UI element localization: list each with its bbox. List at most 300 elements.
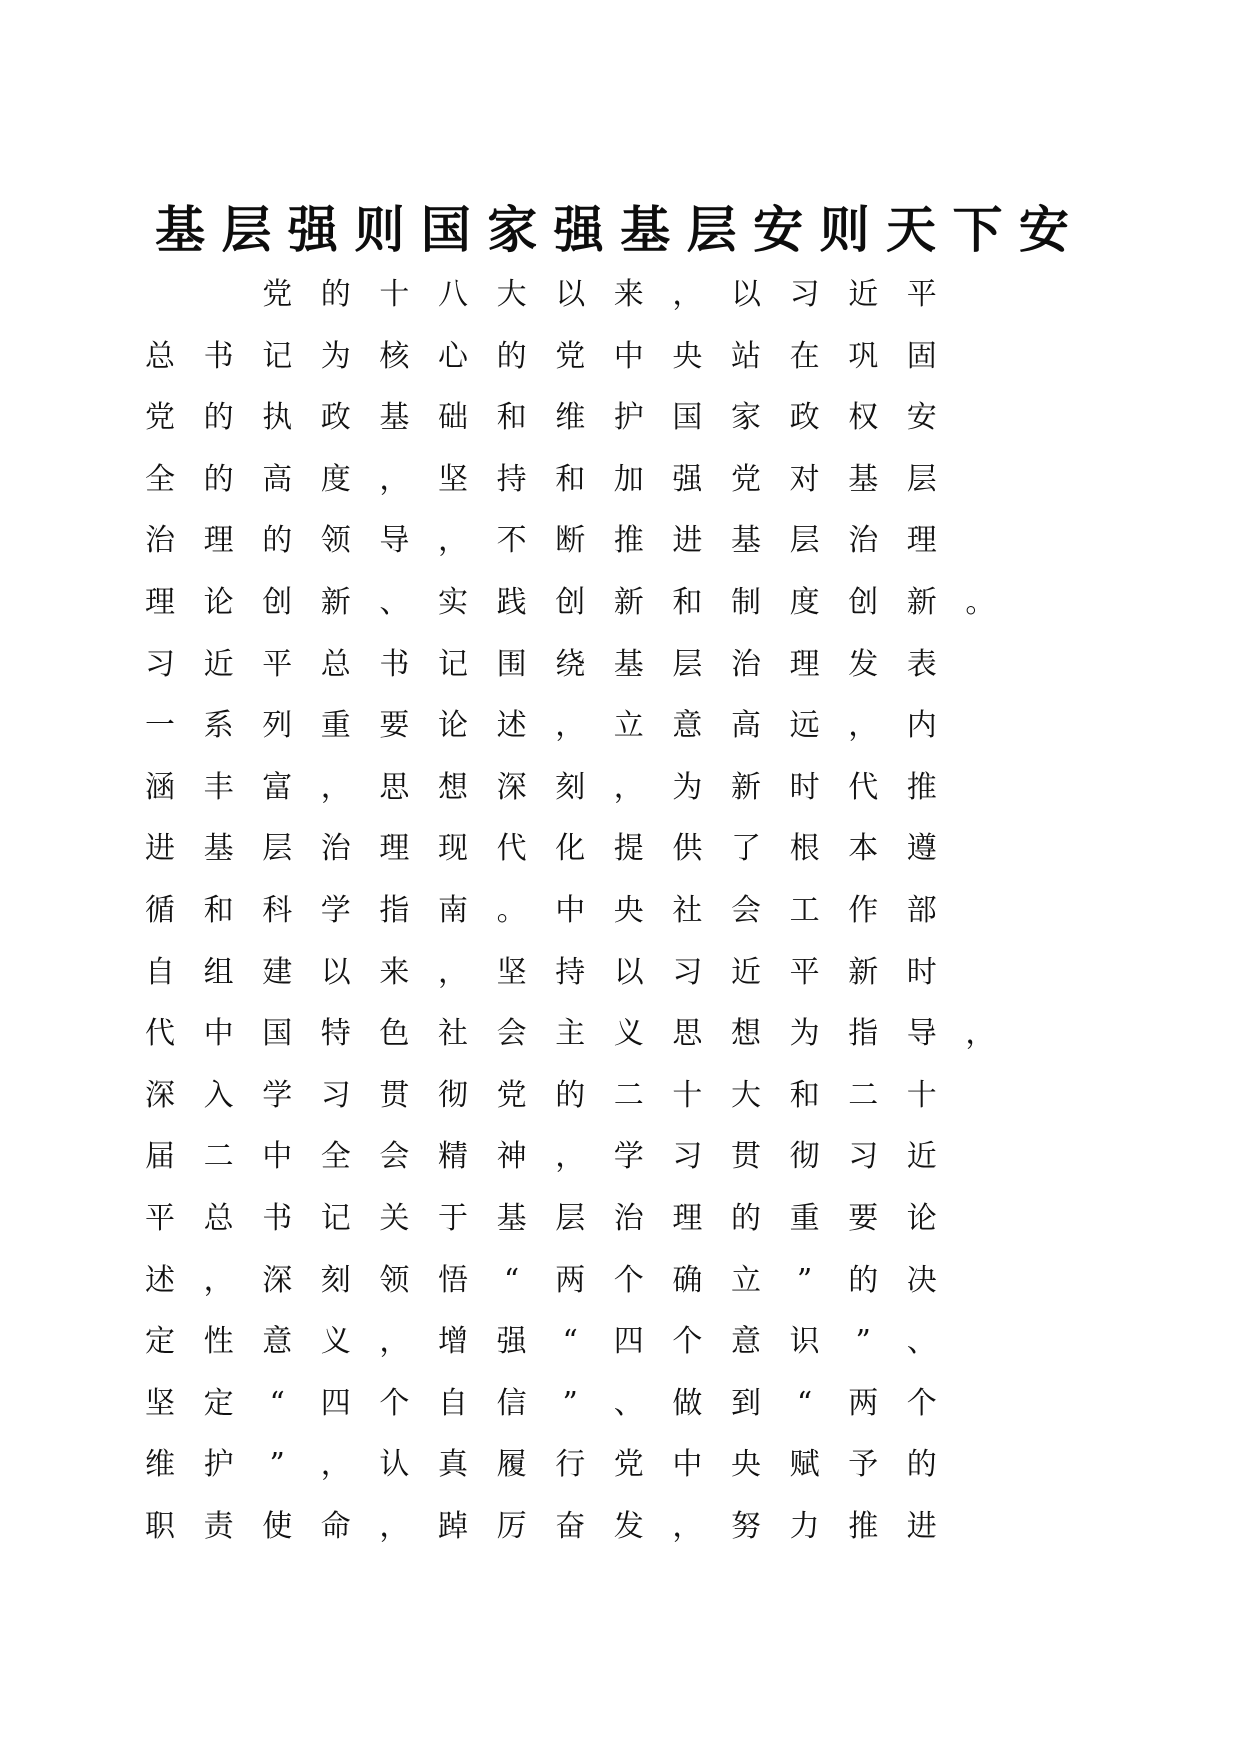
text-char: 履: [496, 1447, 527, 1483]
text-char: 的: [203, 461, 234, 497]
text-char: 强: [496, 1324, 527, 1360]
title-char: 则: [354, 200, 405, 259]
text-char: 命: [320, 1508, 351, 1544]
text-char: 层: [262, 831, 293, 867]
text-char: 推: [848, 1508, 879, 1544]
text-char: 进: [672, 523, 703, 559]
text-char: ，: [320, 1447, 351, 1483]
text-char: 自: [145, 954, 175, 990]
text-char: 护: [613, 400, 644, 436]
text-char: 习: [789, 277, 820, 312]
text-char: 近: [203, 646, 234, 682]
text-char: 个: [672, 1324, 703, 1360]
text-char: 定: [203, 1385, 234, 1421]
text-char: 、: [906, 1324, 937, 1360]
text-char: 定: [145, 1324, 175, 1360]
text-char: 彻: [789, 1139, 820, 1175]
text-char: 党: [262, 277, 293, 312]
text-char: 会: [731, 892, 761, 928]
text-char: 意: [731, 1324, 761, 1360]
text-char: 新: [613, 584, 644, 620]
text-char: 心: [438, 338, 468, 374]
text-char: 十: [906, 1077, 937, 1113]
text-char: 全: [320, 1139, 351, 1175]
text-char: ，: [965, 1016, 996, 1052]
text-char: 强: [672, 461, 703, 497]
text-char: 信: [496, 1385, 527, 1421]
text-char: “: [269, 1385, 285, 1421]
text-char: 会: [496, 1016, 527, 1052]
text-char: 以: [731, 277, 761, 312]
text-char: 会: [379, 1139, 410, 1175]
title-char: 强: [553, 200, 604, 259]
text-char: 绕: [555, 646, 586, 682]
text-char: 中: [672, 1447, 703, 1483]
title-char: 则: [819, 200, 870, 259]
text-char: 论: [438, 708, 468, 744]
text-char: 基: [613, 646, 644, 682]
text-char: 治: [613, 1200, 644, 1236]
text-char: 论: [203, 584, 234, 620]
text-char: 深: [145, 1077, 175, 1113]
text-char: 刻: [320, 1262, 351, 1298]
title-char: 安: [1018, 200, 1069, 259]
text-line: [145, 819, 1110, 881]
text-char: 提: [613, 831, 644, 867]
document-title: [152, 200, 1072, 260]
text-char: 意: [262, 1324, 293, 1360]
text-char: 度: [789, 584, 820, 620]
text-char: 指: [379, 892, 410, 928]
document-body: [145, 265, 1110, 1558]
text-char: 的: [555, 1077, 586, 1113]
text-char: 以: [555, 277, 586, 312]
text-char: 坚: [145, 1385, 175, 1421]
text-char: 赋: [789, 1447, 820, 1483]
text-char: 、: [613, 1385, 644, 1421]
text-char: 书: [262, 1200, 293, 1236]
text-char: 推: [613, 523, 644, 559]
text-line: [145, 1066, 1110, 1128]
text-char: 组: [203, 954, 234, 990]
title-char: 国: [420, 200, 471, 259]
text-char: 。: [496, 892, 527, 928]
text-line: [145, 1435, 1110, 1497]
text-char: 全: [145, 461, 175, 497]
text-char: 进: [145, 831, 175, 867]
title-char: 基: [620, 200, 671, 259]
text-char: ，: [672, 277, 703, 312]
text-char: ，: [613, 769, 644, 805]
text-char: 义: [320, 1324, 351, 1360]
text-char: ，: [672, 1508, 703, 1544]
text-char: 论: [906, 1200, 937, 1236]
text-char: 做: [672, 1385, 703, 1421]
text-char: 学: [262, 1077, 293, 1113]
text-char: 总: [320, 646, 351, 682]
text-char: 作: [848, 892, 879, 928]
text-char: 对: [789, 461, 820, 497]
text-char: 和: [555, 461, 586, 497]
text-char: 刻: [555, 769, 586, 805]
text-char: 来: [379, 954, 410, 990]
text-char: 平: [262, 646, 293, 682]
text-char: 四: [320, 1385, 351, 1421]
text-char: 国: [262, 1016, 293, 1052]
text-char: 领: [320, 523, 351, 559]
text-char: 为: [789, 1016, 820, 1052]
text-char: 个: [906, 1385, 937, 1421]
text-char: 维: [145, 1447, 175, 1483]
text-char: 思: [672, 1016, 703, 1052]
text-line: [145, 573, 1110, 635]
text-char: 贯: [379, 1077, 410, 1113]
text-char: 治: [320, 831, 351, 867]
text-char: 平: [789, 954, 820, 990]
text-char: 中: [555, 892, 586, 928]
title-char: 层: [686, 200, 737, 259]
text-char: ”: [562, 1385, 578, 1421]
text-char: 治: [731, 646, 761, 682]
text-char: 想: [731, 1016, 761, 1052]
text-char: 记: [262, 338, 293, 374]
text-char: ，: [379, 1324, 410, 1360]
text-char: 行: [555, 1447, 586, 1483]
text-char: 了: [731, 831, 761, 867]
text-char: 重: [789, 1200, 820, 1236]
text-char: 。: [965, 584, 996, 620]
title-char: 天: [885, 200, 936, 259]
text-char: 央: [672, 338, 703, 374]
text-char: 两: [848, 1385, 879, 1421]
text-char: 两: [555, 1262, 586, 1298]
text-char: 和: [496, 400, 527, 436]
text-char: 为: [672, 769, 703, 805]
text-char: 部: [906, 892, 937, 928]
text-char: 书: [379, 646, 410, 682]
text-char: 、: [379, 584, 410, 620]
text-char: 代: [848, 769, 879, 805]
text-char: 大: [731, 1077, 761, 1113]
text-line: [145, 511, 1110, 573]
text-char: 精: [438, 1139, 468, 1175]
text-char: 平: [906, 277, 937, 312]
text-char: 新: [320, 584, 351, 620]
text-char: 创: [262, 584, 293, 620]
text-char: 大: [496, 277, 527, 312]
text-char: 的: [496, 338, 527, 374]
text-char: 平: [145, 1200, 175, 1236]
text-char: 央: [731, 1447, 761, 1483]
text-line: [145, 450, 1110, 512]
text-char: 二: [613, 1077, 644, 1113]
text-char: 深: [262, 1262, 293, 1298]
text-char: 断: [555, 523, 586, 559]
text-char: 中: [203, 1016, 234, 1052]
text-line: [145, 1312, 1110, 1374]
text-char: 近: [848, 277, 879, 312]
text-char: 高: [262, 461, 293, 497]
text-char: 近: [731, 954, 761, 990]
text-char: 奋: [555, 1508, 586, 1544]
text-char: 述: [145, 1262, 175, 1298]
text-char: 时: [906, 954, 937, 990]
text-char: 党: [496, 1077, 527, 1113]
text-char: 予: [848, 1447, 879, 1483]
text-char: 巩: [848, 338, 879, 374]
text-char: 主: [555, 1016, 586, 1052]
title-char: 基: [155, 200, 205, 259]
text-line: [145, 327, 1110, 389]
text-char: 义: [613, 1016, 644, 1052]
text-char: 立: [613, 708, 644, 744]
text-char: 在: [789, 338, 820, 374]
text-char: 领: [379, 1262, 410, 1298]
text-char: 远: [789, 708, 820, 744]
text-char: 南: [438, 892, 468, 928]
text-char: ，: [848, 708, 879, 744]
text-char: 和: [203, 892, 234, 928]
text-char: 真: [438, 1447, 468, 1483]
text-char: 发: [613, 1508, 644, 1544]
text-char: ，: [438, 954, 468, 990]
text-char: 确: [672, 1262, 703, 1298]
text-char: 新: [906, 584, 937, 620]
text-char: 理: [145, 584, 175, 620]
text-char: 理: [906, 523, 937, 559]
text-char: 核: [379, 338, 410, 374]
title-char: 安: [753, 200, 804, 259]
text-char: 党: [731, 461, 761, 497]
title-char: 层: [221, 200, 272, 259]
text-char: ，: [203, 1262, 234, 1298]
text-char: 理: [672, 1200, 703, 1236]
text-char: 央: [613, 892, 644, 928]
text-char: 于: [438, 1200, 468, 1236]
text-char: 习: [672, 1139, 703, 1175]
text-char: 供: [672, 831, 703, 867]
text-line: [145, 1251, 1110, 1313]
text-char: 层: [555, 1200, 586, 1236]
title-char: 下: [952, 200, 1003, 259]
text-char: 十: [672, 1077, 703, 1113]
text-char: 推: [906, 769, 937, 805]
text-char: 贯: [731, 1139, 761, 1175]
text-line: [145, 388, 1110, 450]
text-char: 代: [496, 831, 527, 867]
text-char: 二: [848, 1077, 879, 1113]
text-char: 治: [145, 523, 175, 559]
title-char: 强: [287, 200, 338, 259]
text-char: 决: [906, 1262, 937, 1298]
text-char: 权: [848, 400, 879, 436]
text-char: 遵: [906, 831, 937, 867]
text-char: “: [562, 1324, 578, 1360]
text-char: 增: [438, 1324, 468, 1360]
text-char: 治: [848, 523, 879, 559]
text-char: 建: [262, 954, 293, 990]
text-char: 学: [613, 1139, 644, 1175]
text-char: 神: [496, 1139, 527, 1175]
text-char: 坚: [438, 461, 468, 497]
text-char: 中: [613, 338, 644, 374]
text-char: ，: [555, 708, 586, 744]
text-char: 和: [789, 1077, 820, 1113]
text-char: 认: [379, 1447, 410, 1483]
text-char: 和: [672, 584, 703, 620]
text-char: 科: [262, 892, 293, 928]
text-char: 发: [848, 646, 879, 682]
text-char: 个: [613, 1262, 644, 1298]
text-char: ，: [379, 1508, 410, 1544]
text-line: [145, 1189, 1110, 1251]
text-char: 力: [789, 1508, 820, 1544]
text-char: “: [796, 1385, 813, 1421]
text-char: 创: [555, 584, 586, 620]
text-char: 的: [848, 1262, 879, 1298]
text-char: 职: [145, 1508, 175, 1544]
text-char: 制: [731, 584, 761, 620]
text-char: 富: [262, 769, 293, 805]
text-char: 循: [145, 892, 175, 928]
text-char: 一: [145, 708, 175, 744]
text-char: 近: [906, 1139, 937, 1175]
text-line: [145, 696, 1110, 758]
text-char: 政: [320, 400, 351, 436]
text-char: 基: [731, 523, 761, 559]
text-char: 二: [203, 1139, 234, 1175]
text-char: 性: [203, 1324, 234, 1360]
text-char: 习: [848, 1139, 879, 1175]
text-char: 国: [672, 400, 703, 436]
text-char: ，: [320, 769, 351, 805]
text-char: 进: [906, 1508, 937, 1544]
text-char: 护: [203, 1447, 234, 1483]
text-char: 固: [906, 338, 937, 374]
text-char: 家: [731, 400, 761, 436]
text-char: 使: [262, 1508, 293, 1544]
text-char: 基: [203, 831, 234, 867]
text-char: 执: [262, 400, 293, 436]
text-char: 化: [555, 831, 586, 867]
text-char: 记: [438, 646, 468, 682]
text-char: 层: [672, 646, 703, 682]
text-char: 彻: [438, 1077, 468, 1113]
text-char: 内: [906, 708, 937, 744]
text-char: 届: [145, 1139, 175, 1175]
text-char: ，: [379, 461, 410, 497]
text-char: 书: [203, 338, 234, 374]
text-char: 思: [379, 769, 410, 805]
text-char: 列: [262, 708, 293, 744]
text-char: 基: [496, 1200, 527, 1236]
text-char: 坚: [496, 954, 527, 990]
text-line: [145, 1004, 1110, 1066]
text-char: 导: [379, 523, 410, 559]
text-char: 根: [789, 831, 820, 867]
text-char: 涵: [145, 769, 175, 805]
text-char: 立: [731, 1262, 761, 1298]
text-char: 入: [203, 1077, 234, 1113]
text-line: [145, 1374, 1110, 1436]
text-char: 不: [496, 523, 527, 559]
text-char: ，: [555, 1139, 586, 1175]
text-char: 丰: [203, 769, 234, 805]
text-char: 时: [789, 769, 820, 805]
text-char: 的: [203, 400, 234, 436]
text-char: 持: [496, 461, 527, 497]
text-char: 础: [438, 400, 468, 436]
text-line: [145, 1497, 1110, 1559]
text-char: 表: [906, 646, 937, 682]
text-char: ，: [438, 523, 468, 559]
text-char: 理: [379, 831, 410, 867]
text-char: 党: [613, 1447, 644, 1483]
text-line: [145, 1127, 1110, 1189]
text-char: 总: [203, 1200, 234, 1236]
text-char: 导: [906, 1016, 937, 1052]
text-char: 践: [496, 584, 527, 620]
text-char: 的: [731, 1200, 761, 1236]
text-char: 系: [203, 708, 234, 744]
text-char: 到: [731, 1385, 761, 1421]
text-char: 习: [320, 1077, 351, 1113]
text-line: [145, 881, 1110, 943]
text-char: 层: [906, 461, 937, 497]
text-char: 为: [320, 338, 351, 374]
text-char: 悟: [438, 1262, 468, 1298]
text-char: 新: [731, 769, 761, 805]
text-char: 度: [320, 461, 351, 497]
text-char: 责: [203, 1508, 234, 1544]
title-char: 家: [487, 200, 538, 259]
text-char: 八: [438, 277, 468, 312]
text-char: 现: [438, 831, 468, 867]
text-char: 踔: [438, 1508, 468, 1544]
text-char: 本: [848, 831, 879, 867]
text-char: 习: [672, 954, 703, 990]
text-char: 识: [789, 1324, 820, 1360]
text-char: 党: [555, 338, 586, 374]
text-char: 的: [320, 277, 351, 312]
text-char: 党: [145, 400, 175, 436]
text-line: [145, 943, 1110, 1005]
text-char: 要: [848, 1200, 879, 1236]
text-char: 关: [379, 1200, 410, 1236]
text-char: 习: [145, 646, 175, 682]
text-char: 总: [145, 338, 175, 374]
text-char: 要: [379, 708, 410, 744]
text-char: 努: [731, 1508, 761, 1544]
text-char: 社: [672, 892, 703, 928]
text-char: 社: [438, 1016, 468, 1052]
text-char: 以: [613, 954, 644, 990]
text-char: 深: [496, 769, 527, 805]
text-line: [150, 265, 1110, 327]
text-char: ”: [796, 1262, 813, 1298]
text-char: 基: [848, 461, 879, 497]
text-char: 层: [789, 523, 820, 559]
text-char: 学: [320, 892, 351, 928]
text-char: 的: [906, 1447, 937, 1483]
text-char: 特: [320, 1016, 351, 1052]
text-char: “: [503, 1262, 520, 1298]
text-char: 四: [613, 1324, 644, 1360]
text-char: 想: [438, 769, 468, 805]
text-line: [145, 758, 1110, 820]
text-char: 基: [379, 400, 410, 436]
text-char: 厉: [496, 1508, 527, 1544]
